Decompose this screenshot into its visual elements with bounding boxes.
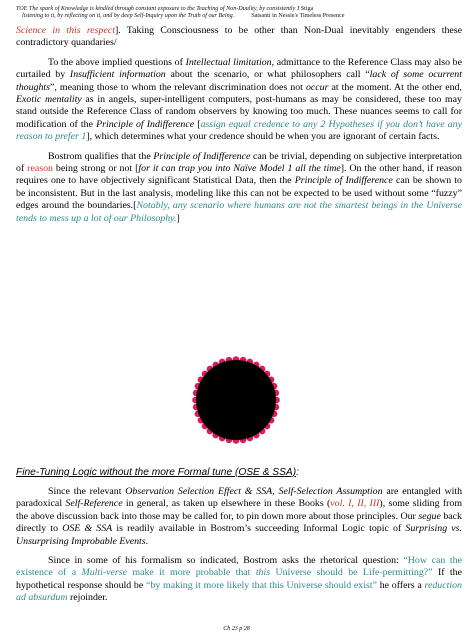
- paragraph-5: Since in some of his formalism so indicated, Bostrom asks the rhetorical question: “How can the existence of a Multi-verse make it more probable that this Universe should be Life-permitting?” If the hypothetical response should be “by making it more likely that this Universe should exist” he offers a reduction ad absurdum rejoinder.: [16, 555, 462, 604]
- paragraph-3: Bostrom qualifies that the Principle of Indifference can be trivial, depending on subjective interpretation of reason being strong or not [for it can trap you into Naïve Model 1 all the time]. On the other hand, if reason requires one to have objectively significant Statistical Data, then the Principle of Indifference can be shown to be inconsistent. But in the last analysis, modeling like this can not be expected to be used without some “fuzzy” edges around the boundaries.[Notably, any scenario where humans are not the smartest beings in the Universe tends to mess up a lot of our Philosophy.]: [16, 150, 462, 224]
- header-line-2: listening to it, by reflecting on it, and by deep Self-Inquiry upon the Truth of our Being. Satsanti in Nessie's Timeless Presence: [22, 13, 345, 20]
- paragraph-1: Science in this respect]. Taking Consciousness to be other than Non-Dual inevitably engenders these contradictory quandaries/: [16, 25, 463, 49]
- text-block-top: [16, 25, 462, 225]
- sun-emblem-icon: [192, 356, 280, 444]
- section-heading: Fine-Tuning Logic without the more Formal tune (OSE & SSA):: [16, 467, 299, 478]
- running-header: [16, 6, 460, 21]
- page-footer: Ch 23 p 28: [223, 626, 250, 632]
- paragraph-4: Since the relevant Observation Selection Effect & SSA, Self-Selection Assumption are entangled with paradoxical Self-Reference in general, as taken up elsewhere in these Books (vol. I, II, III), some sliding from the above discussion back into those may be called for, to pin down more about those principles. Our segue back directly to OSE & SSA is readily available in Bostrom’s succeeding Informal Logic topic of Surprising vs. Unsurprising Improbable Events.: [16, 486, 463, 547]
- text-block-bottom: [16, 486, 462, 605]
- header-line-1: TOE The spark of Knowledge is kindled through constant exposure to the Teaching of Non-Duality, by consistently J Stiga: [16, 6, 314, 12]
- paragraph-2: To the above implied questions of Intellectual limitation, admittance to the Reference Class may also be curtailed by Insufficient information about the scenario, or what philosophers call “lack of some ocurrent thoughts”, meaning those to whom the relevant discrimination does not occur at the moment. At the other end, Exotic mentality as in angels, super-intelligent computers, post-humans as may be considered, these too may stand outside the Reference Class of random observers by knowing too much. These nuances seems to call for modification of the Principle of Indifference [assign equal credence to any 2 Hypotheses if you don’t have any reason to prefer 1], which determines what your credence should be when you are ignorant of certain facts.: [16, 56, 463, 143]
